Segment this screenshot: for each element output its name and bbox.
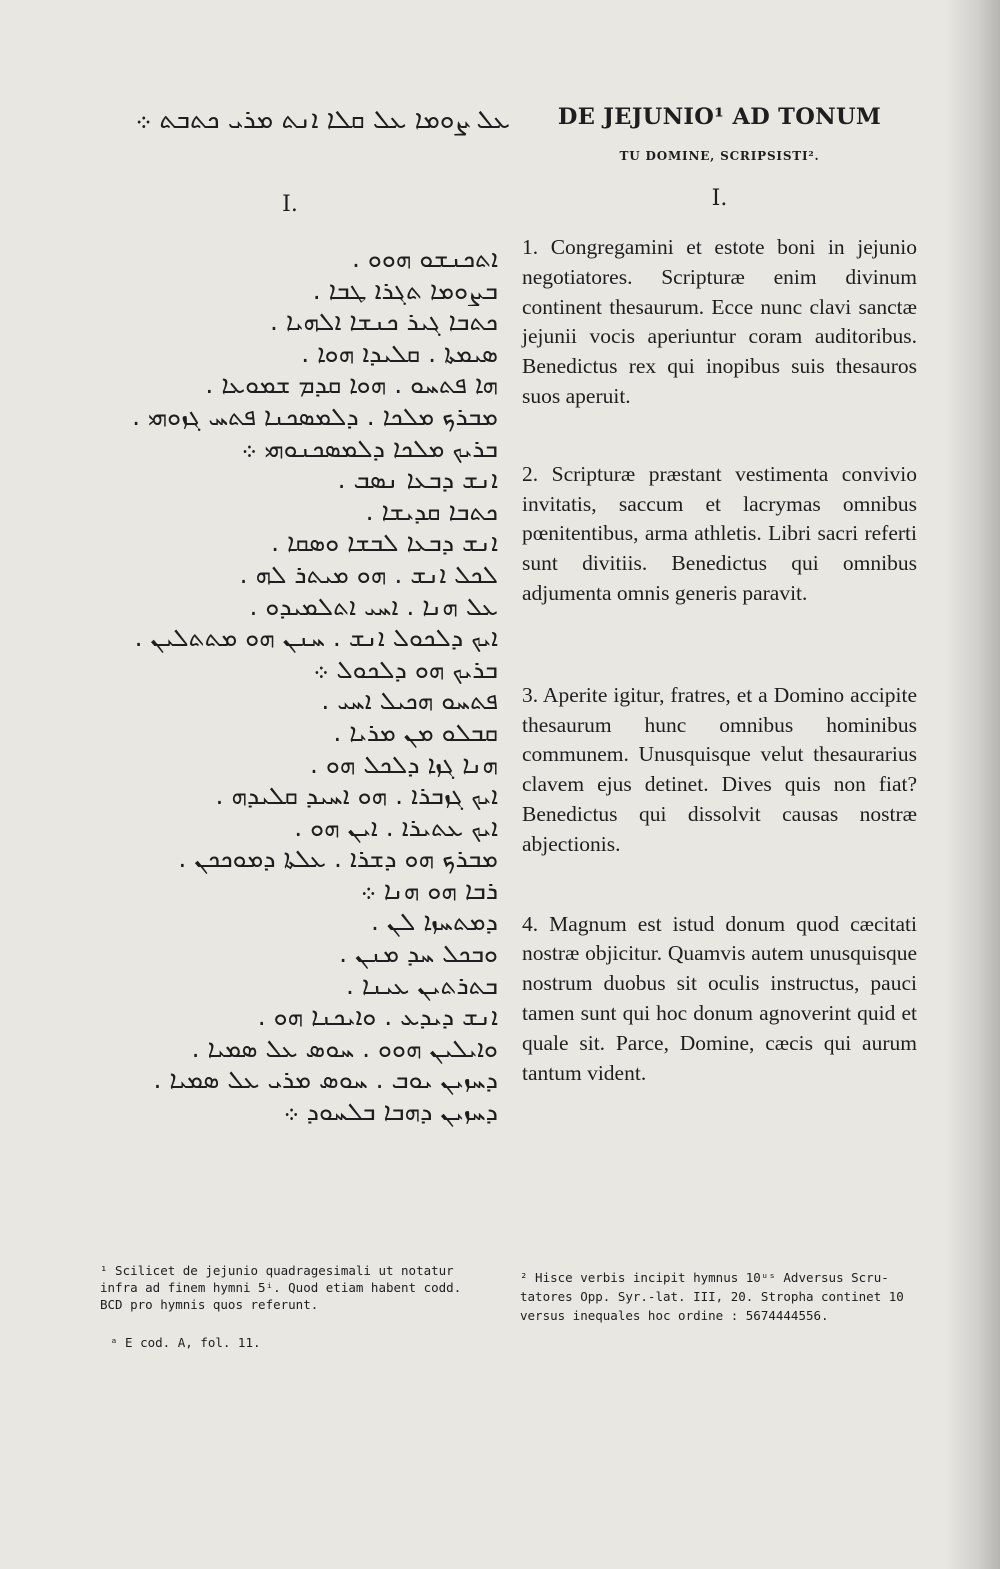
syriac-line: ܣܝܡܬܐ . ܩܠܝܕܐ ܗܘܐ . [301,338,498,368]
footnote-1 [100,1262,492,1313]
syriac-line: ܐܢܫ ܕܒܥܐ ܢܣܒ . [337,465,498,495]
syriac-line: ܗܢܐ ܓܙܐ ܕܠܟܠ ܗܘ . [309,749,498,779]
syriac-line: ܕܡܬܚܙܐ ܠܢ . [370,907,498,937]
syriac-line: ܐܝܟ ܥܬܝܪܐ . ܐܝܢ ܗܘ . [294,812,498,842]
syriac-line: ܦܬܚܘ ܗܟܝܠ ܐܚܝ . [321,686,498,716]
syriac-line: ܐܢܫ ܕܝܕܥ . ܘܐܝܟܢܐ ܗܘ . [257,1002,498,1032]
syriac-line: ܪܒܐ ܗܘ ܗܢܐ ܀ [360,875,498,905]
page-edge-shadow [945,0,1000,1569]
latin-stanza-2: 2. Scripturæ præstant vestimenta convivio invitatis, saccum et lacrymas omnibus pœnitentibus, arma athletis. Libri sacri referti sunt divitiis. Benedictus qui omnibus adjumenta omnis generis paravit. [522,461,917,605]
syriac-title: ܥܠ ܨܘܡܐ ܥܠ ܩܠܐ ܐܢܬ ܡܪܝ ܟܬܒܬ ܀ [135,105,510,135]
syriac-line: ܘܐܝܠܝܢ ܗܘܘ . ܚܘܣ ܥܠ ܣܡܝܐ . [191,1033,498,1063]
syriac-line: ܐܢܫ ܕܒܥܐ ܠܒܫܐ ܘܣܩܐ . [271,528,498,558]
latin-subtitle: TU DOMINE, SCRIPSISTI². [619,149,820,163]
syriac-line: ܒܪܝܟ ܗܘ ܕܠܟܘܠ ܀ [313,654,498,684]
footnote-line: infra ad finem hymni 5ⁱ. Quod etiam habent codd. [100,1280,462,1295]
syriac-line: ܐܝܟ ܕܠܟܘܠ ܐܢܫ . ܚܢܢ ܗܘ ܡܬܬܠܝܢ . [134,623,498,653]
footnote-2 [520,1268,907,1325]
syriac-line: ܠܟܠ ܐܢܫ . ܗܘ ܡܝܬܪ ܠܗ . [239,559,498,589]
syriac-line: ܡܒܪܟ ܗܘ ܕܫܪܐ . ܥܠܬܐ ܕܡܘܟܟܢ . [178,844,498,874]
syriac-line: ܩܒܠܘ ܡܢ ܡܪܝܐ . [333,717,498,747]
latin-stanza-4: 4. Magnum est istud donum quod cæcitati nostræ objicitur. Quamvis autem unusquisque nostrum duobus sit oculis instructus, pauci tamen sunt qui hoc donum agnoverint quid et quale sit. Parce, Domine, cæcis qui aurum tantum vident. [522,911,917,1085]
latin-title: DE JEJUNIO¹ AD TONUM [557,104,882,130]
footnote-line: ² Hisce verbis incipit hymnus 10ᵘˢ Adversus Scru- [520,1270,889,1285]
syriac-line: ܘܒܟܠ ܚܕ ܡܢܢ . [339,939,498,969]
syriac-line: ܟܬܒܐ ܓܝܪ ܟܢܫܐ ܐܠܗܝܐ . [270,307,498,337]
syriac-section-numeral: I. [282,192,298,217]
footnote-line: tatores Opp. Syr.-lat. III, 20. Stropha continet 10 [520,1289,904,1304]
syriac-column [100,100,510,1250]
latin-stanza-3: 3. Aperite igitur, fratres, et a Domino accipite thesaurum hunc omnibus hominibus communem. Unusquisque velut thesaurarius clavem ejus detinet. Dives quis non fiat? Benedictus qui dissolvit causas nostræ abjectionis. [522,682,917,856]
syriac-line: ܒܨܘܡܐ ܬܓܪܐ ܛܒܐ . [312,275,498,305]
syriac-line: ܐܝܟ ܓܙܒܪܐ . ܗܘ ܐܚܝܕ ܩܠܝܕܗ . [215,781,498,811]
latin-column [522,100,917,1088]
footnote-line: versus inequales hoc ordine : 5674444556. [520,1308,829,1323]
syriac-line: ܡܒܪܟ ܡܠܟܐ . ܕܠܡܣܟܢܐ ܦܬܚ ܓܙܘܗܝ . [132,401,498,431]
syriac-line: ܕܚܙܝܢ ܝܘܒ . ܚܘܣ ܡܪܝ ܥܠ ܣܡܝܐ . [153,1065,498,1095]
syriac-line: ܒܪܝܟ ܡܠܟܐ ܕܠܡܣܟܢܘܗܝ ܀ [241,433,498,463]
footnote-a: ᵃ E cod. A, fol. 11. [110,1335,261,1350]
syriac-line: ܕܚܙܝܢ ܕܗܒܐ ܒܠܚܘܕ ܀ [283,1097,498,1127]
footnote-line: ¹ Scilicet de jejunio quadragesimali ut notatur [100,1263,454,1278]
syriac-line: ܟܬܒܐ ܩܕܝܫܐ . [365,496,498,526]
latin-section-numeral: I. [711,186,728,211]
syriac-line: ܐܬܟܢܫܘ ܗܘܘ . [352,244,498,273]
footnote-line: BCD pro hymnis quos referunt. [100,1297,319,1312]
syriac-line: ܒܬܪܬܝܢ ܥܝܢܐ . [346,970,498,1000]
latin-stanza-1: 1. Congregamini et estote boni in jejunio negotiatores. Scripturæ enim divinum continent thesaurum. Ecce nunc clavi sanctæ jejunii vocis aperiuntur coram auditoribus. Benedictus rex qui inopibus suis thesauros suos aperuit. [522,235,917,408]
syriac-line: ܥܠ ܗܢܐ . ܐܚܝ ܐܬܠܡܝܕܘ . [249,591,498,621]
syriac-line: ܗܐ ܦܬܚܘ . ܗܘܐ ܩܕܡ ܫܡܘܥܐ . [205,370,498,400]
